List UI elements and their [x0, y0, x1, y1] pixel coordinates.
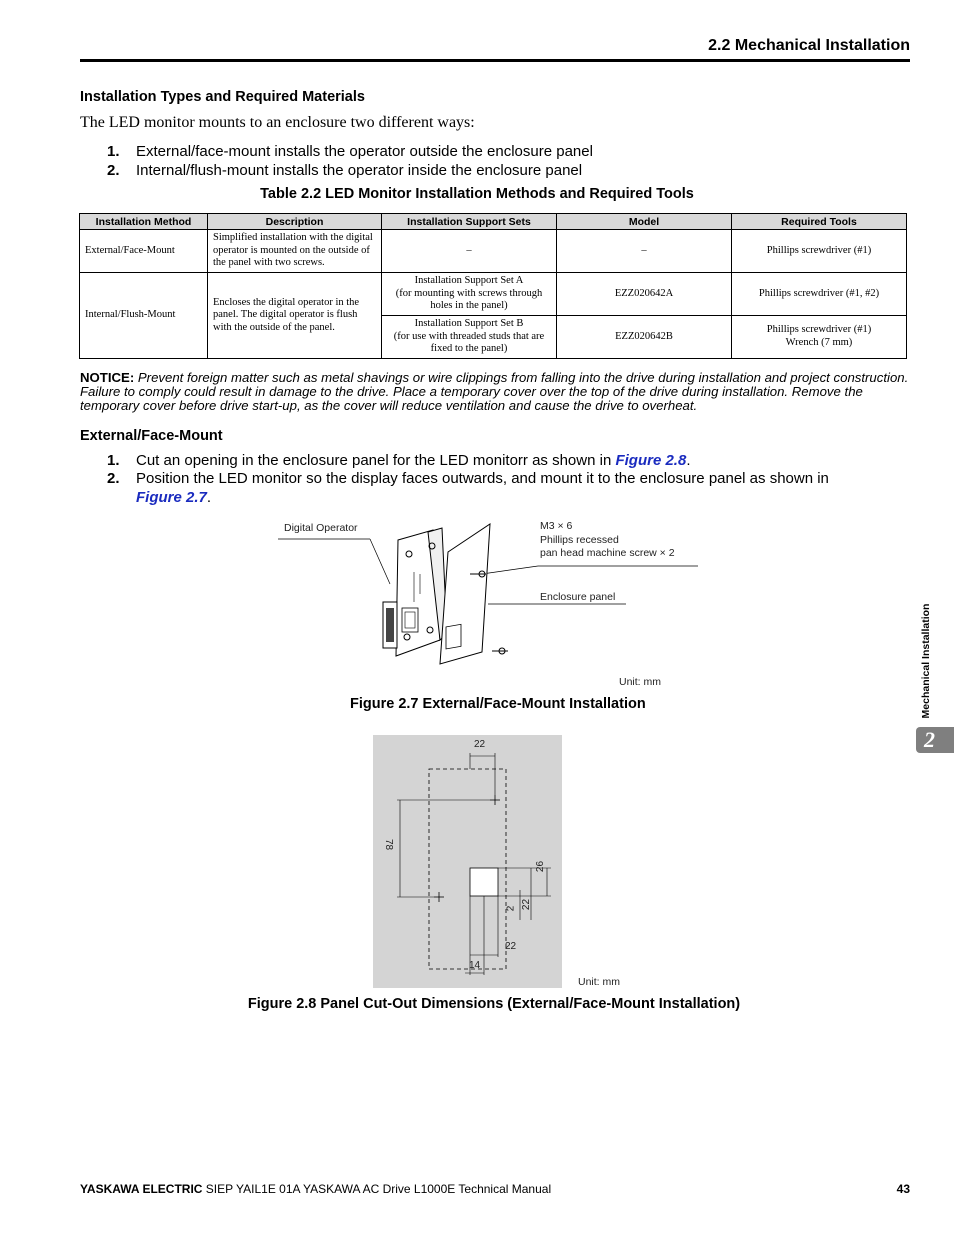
column-header: Installation Support Sets — [382, 214, 557, 230]
table-cell-tools — [732, 316, 907, 359]
column-header: Required Tools — [732, 214, 907, 230]
table-cell-method: Internal/Flush-Mount — [80, 273, 208, 359]
unit-label: Unit: mm — [619, 676, 661, 688]
list-text: Internal/flush-mount installs the operator inside the enclosure panel — [136, 162, 583, 179]
column-header: Description — [208, 214, 382, 230]
list-text-end: . — [206, 489, 212, 506]
table-cell-support — [382, 316, 557, 359]
label-screw-size: M3 × 6 — [540, 520, 573, 532]
table-cell-support: – — [382, 230, 557, 273]
table-header-row — [80, 214, 907, 230]
table-cell-model: – — [557, 230, 732, 273]
figure-2-7-caption: Figure 2.7 External/Face-Mount Installation — [350, 696, 646, 712]
table-cell-method: External/Face-Mount — [80, 230, 208, 273]
chapter-badge: 2 — [916, 727, 954, 753]
label-enclosure-panel: Enclosure panel — [540, 591, 616, 603]
header-rule — [80, 59, 910, 62]
table-cell-tools: Phillips screwdriver (#1, #2) — [732, 273, 907, 316]
figure-2-8-diagram — [373, 735, 562, 988]
table-caption: Table 2.2 LED Monitor Installation Methods and Required Tools — [260, 186, 694, 202]
support-set-title: Installation Support Set B — [414, 318, 524, 329]
intro-paragraph: The LED monitor mounts to an enclosure two different ways: — [80, 114, 475, 131]
side-tab-label — [908, 596, 944, 726]
section-heading-external-face-mount: External/Face-Mount — [80, 428, 223, 444]
table-cell-model: EZZ020642B — [557, 316, 732, 359]
notice-paragraph — [80, 371, 910, 413]
table-cell-model: EZZ020642A — [557, 273, 732, 316]
list-text: External/face-mount installs the operator outside the enclosure panel — [136, 143, 593, 160]
list-number: 1. — [107, 452, 120, 469]
list-text: Position the LED monitor so the display faces outwards, and mount it to the enclosure panel as shown in — [136, 470, 829, 487]
dimension-bottom-14: 14 — [469, 960, 481, 971]
list-text-wrapper — [136, 452, 690, 469]
list-text: Cut an opening in the enclosure panel for the LED monitorr as shown in — [136, 452, 616, 469]
list-item — [107, 470, 897, 488]
figure-2-8-caption: Figure 2.8 Panel Cut-Out Dimensions (External/Face-Mount Installation) — [247, 996, 741, 1012]
list-number: 2. — [107, 470, 120, 487]
list-item — [107, 143, 807, 161]
table-row — [80, 273, 907, 316]
table-cell-description: Encloses the digital operator in the panel. The digital operator is flush with the outside of the panel. — [208, 273, 382, 359]
list-item — [107, 162, 807, 180]
column-header: Model — [557, 214, 732, 230]
label-screw-head: pan head machine screw × 2 — [540, 547, 675, 559]
list-number: 1. — [107, 143, 120, 160]
list-item-continuation — [136, 489, 211, 507]
table-cell-support — [382, 273, 557, 316]
column-header: Installation Method — [80, 214, 208, 230]
installation-methods-table — [79, 213, 907, 359]
table-cell-tools: Phillips screwdriver (#1) — [732, 230, 907, 273]
list-text-end: . — [686, 452, 691, 469]
footer-brand: YASKAWA ELECTRIC — [80, 1182, 203, 1196]
notice-label: NOTICE: — [80, 370, 135, 385]
label-digital-operator: Digital Operator — [284, 522, 358, 534]
section-header-title: 2.2 Mechanical Installation — [708, 37, 910, 54]
notice-text: Prevent foreign matter such as metal shavings or wire clippings from falling into the drive during installation and project construction. Failure to comply could result in damage to the drive. Place a temporary cover over the top of the drive during installation. Remove the temporary cover before drive start-up, as the cover will reduce ventilation and cause the drive to overheat. — [80, 370, 909, 413]
figure-2-8-link[interactable]: Figure 2.8 — [615, 452, 687, 469]
figure-2-7-diagram — [270, 512, 710, 692]
dimension-left: 78 — [383, 838, 395, 851]
page-number: 43 — [896, 1182, 910, 1196]
section-heading-installation-types: Installation Types and Required Materials — [80, 89, 365, 105]
dimension-side-22: 22 — [521, 898, 533, 911]
label-screw-type: Phillips recessed — [540, 534, 619, 546]
side-tab-text: Mechanical Installation — [920, 603, 932, 719]
footer-text: SIEP YAIL1E 01A YASKAWA AC Drive L1000E Technical Manual — [202, 1182, 552, 1196]
support-set-detail: (for use with threaded studs that are fixed to the panel) — [393, 330, 545, 354]
table-cell-description: Simplified installation with the digital operator is mounted on the outside of the panel with two screws. — [208, 230, 382, 273]
list-number: 2. — [107, 162, 120, 179]
dimension-top: 22 — [474, 739, 486, 750]
support-set-title: Installation Support Set A — [414, 275, 524, 287]
tool-line: Phillips screwdriver (#1) — [766, 324, 872, 336]
support-set-detail: (for mounting with screws through holes in the panel) — [395, 287, 543, 312]
tool-line: Wrench (7 mm) — [785, 336, 853, 348]
list-item — [107, 452, 897, 470]
table-row — [80, 230, 907, 273]
dimension-right: 26 — [535, 860, 547, 873]
footer — [80, 1182, 551, 1196]
dimension-bottom-22: 22 — [505, 941, 517, 952]
face-mount-drawing — [270, 512, 710, 692]
dimension-small-2: 2 — [505, 905, 517, 912]
figure-2-7-link[interactable]: Figure 2.7 — [136, 489, 207, 506]
panel-cutout-drawing — [373, 735, 562, 988]
unit-label: Unit: mm — [578, 976, 620, 988]
